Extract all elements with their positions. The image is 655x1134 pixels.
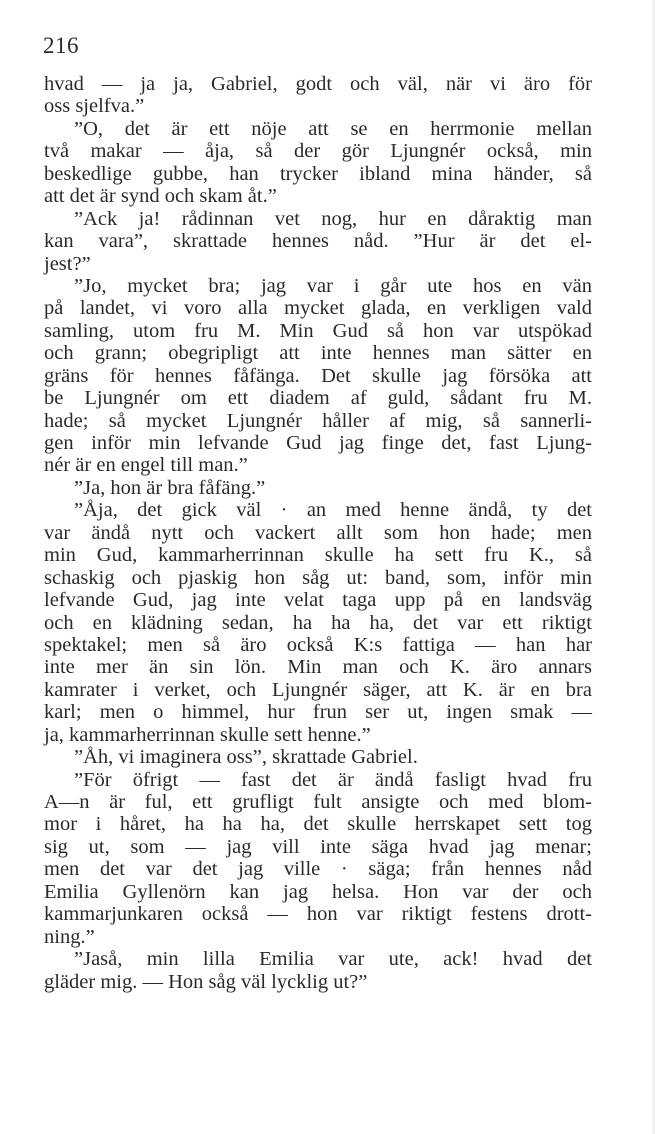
text-line: var ändå nytt och vackert allt som hon hade; men <box>44 521 592 544</box>
text-line: beskedlige gubbe, han trycker ibland mina händer, så <box>44 162 592 185</box>
text-line: oss sjelfva.” <box>44 95 145 118</box>
text-line: be Ljungnér om ett diadem af guld, sådant fru M. <box>44 387 592 410</box>
text-line: och en klädning sedan, ha ha ha, det var ett riktigt <box>44 611 592 634</box>
text-line: samling, utom fru M. Min Gud så hon var utspökad <box>44 319 592 342</box>
text-line: lefvande Gud, jag inte velat taga upp på en landsväg <box>44 589 592 612</box>
text-line: ja, kammarherrinnan skulle sett henne.” <box>44 723 371 746</box>
text-line: hade; så mycket Ljungnér håller af mig, så sannerli- <box>44 409 592 432</box>
text-line: sig ut, som — jag vill inte säga hvad jag menar; <box>44 835 592 858</box>
text-line: spektakel; men så äro också K:s fattiga — han har <box>44 633 592 656</box>
text-line: på landet, vi voro alla mycket glada, en verkligen vald <box>44 297 592 320</box>
text-line: inte mer än sin lön. Min man och K. äro annars <box>44 656 592 679</box>
text-line: Emilia Gyllenörn kan jag helsa. Hon var der och <box>44 880 592 903</box>
page-number: 216 <box>43 33 79 58</box>
text-line: men det var det jag ville · säga; från hennes nåd <box>44 858 592 881</box>
text-line: att det är synd och skam åt.” <box>44 185 277 208</box>
text-line: ”Ja, hon är bra fåfäng.” <box>74 476 266 499</box>
text-line: mor i håret, ha ha ha, det skulle herrskapet sett tog <box>44 813 592 836</box>
body-text <box>44 73 592 993</box>
text-line: och grann; obegripligt att inte hennes man sätter en <box>44 342 592 365</box>
text-line: ”Åja, det gick väl · an med henne ändå, ty det <box>74 499 592 522</box>
text-line: ning.” <box>44 925 95 948</box>
text-line: schaskig och pjaskig hon såg ut: band, som, inför min <box>44 566 592 589</box>
text-line: ”O, det är ett nöje att se en herrmonie mellan <box>74 117 592 140</box>
text-line: kammarjunkaren också — hon var riktigt festens drott- <box>44 903 592 926</box>
text-line: kan vara”, skrattade hennes nåd. ”Hur är det el- <box>44 230 592 253</box>
text-line: min Gud, kammarherrinnan skulle ha sett fru K., så <box>44 544 592 567</box>
text-line: hvad — ja ja, Gabriel, godt och väl, när vi äro för <box>44 73 592 95</box>
text-line: två makar — åja, så der gör Ljungnér också, min <box>44 140 592 163</box>
text-line: A—n är ful, ett grufligt fult ansigte och med blom- <box>44 791 592 813</box>
text-line: nér är en engel till man.” <box>44 454 248 477</box>
text-line: ”Jo, mycket bra; jag var i går ute hos en vän <box>74 274 592 297</box>
text-line: ”Jaså, min lilla Emilia var ute, ack! hvad det <box>74 948 592 971</box>
page-edge <box>651 0 655 1134</box>
text-line: jest?” <box>44 252 91 275</box>
text-line: ”Åh, vi imaginera oss”, skrattade Gabriel. <box>74 746 418 769</box>
text-line: karl; men o himmel, hur frun ser ut, ingen smak — <box>44 701 592 724</box>
text-line: ”Ack ja! rådinnan vet nog, hur en dåraktig man <box>74 207 592 230</box>
text-line: gläder mig. — Hon såg väl lycklig ut?” <box>44 970 368 993</box>
text-line: gräns för hennes fåfänga. Det skulle jag försöka att <box>44 364 592 387</box>
text-line: kamrater i verket, och Ljungnér säger, att K. är en bra <box>44 678 592 701</box>
text-line: ”För öfrigt — fast det är ändå fasligt hvad fru <box>74 768 592 791</box>
text-line: gen inför min lefvande Gud jag finge det, fast Ljung- <box>44 432 592 454</box>
